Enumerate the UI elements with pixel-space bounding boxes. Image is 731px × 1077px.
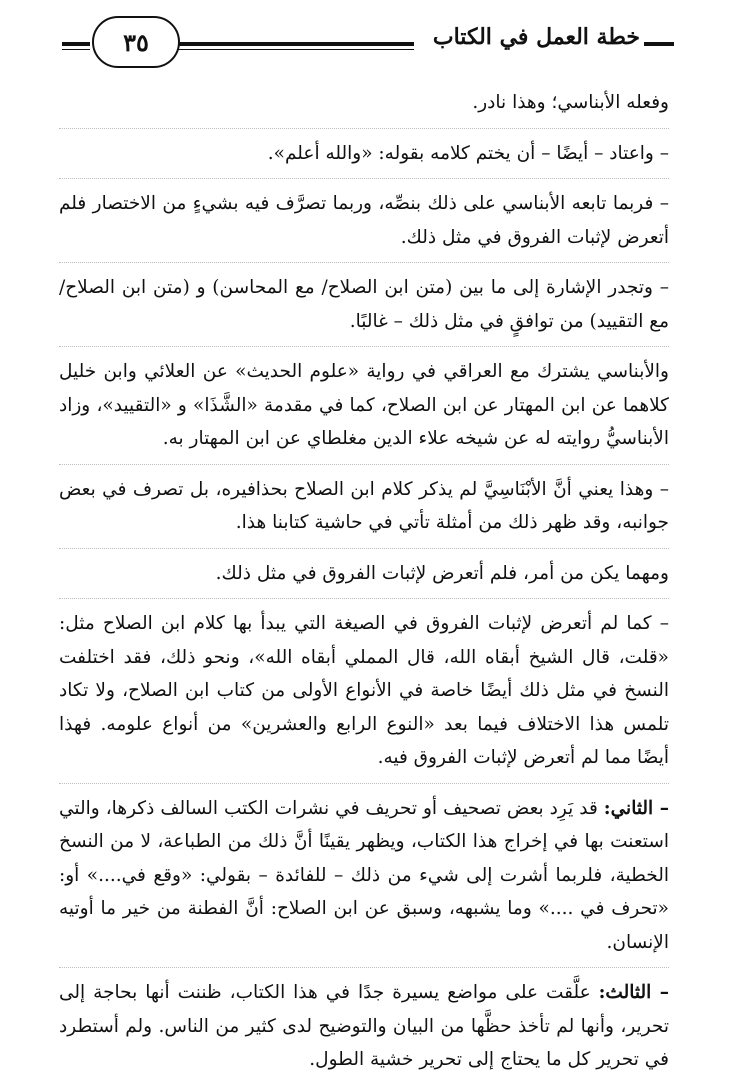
dotted-separator <box>59 464 669 465</box>
dotted-separator <box>59 548 669 549</box>
dotted-separator <box>59 262 669 263</box>
header-rule-middle <box>174 42 414 46</box>
dotted-separator <box>59 128 669 129</box>
header-rule-right <box>644 42 674 46</box>
dotted-separator <box>59 178 669 179</box>
paragraph <box>59 86 669 120</box>
paragraph-text: ومهما يكن من أمر، فلم أتعرض لإثبات الفروق في مثل ذلك. <box>215 562 669 584</box>
paragraph-text: – وهذا يعني أنَّ الأبْنَاسِيَّ لم يذكر كلام ابن الصلاح بحذافيره، بل تصرف في بعض جوانبه، وقد ظهر ذلك من أمثلة تأتي في حاشية كتابنا هذا. <box>59 478 669 533</box>
dotted-separator <box>59 598 669 599</box>
header-rule-left-thin <box>62 49 90 50</box>
paragraph-lead: – الثالث: <box>598 982 669 1003</box>
dotted-separator <box>59 783 669 784</box>
paragraph <box>59 137 669 171</box>
paragraph-text: – واعتاد – أيضًا – أن يختم كلامه بقوله: «والله أعلم». <box>267 142 669 164</box>
paragraph <box>59 187 669 254</box>
paragraph <box>59 473 669 540</box>
paragraph-text: وفعله الأبناسي؛ وهذا نادر. <box>472 92 669 113</box>
header-title: خطة العمل في الكتاب <box>432 24 640 50</box>
header-rule-left <box>62 42 90 46</box>
paragraph-text: علَّقت على مواضع يسيرة جدًا في هذا الكتاب، ظننت أنها بحاجة إلى تحرير، وأنها لم تأخذ حظَّها من البيان والتوضيح لدى كثير من الناس. ولم أستطرد في تحرير كل ما يحتاج إلى تحرير خشية الطول. <box>59 982 669 1070</box>
dotted-separator <box>59 346 669 347</box>
page-number: ٣٥ <box>92 16 180 68</box>
paragraph <box>59 355 669 456</box>
paragraph <box>59 792 669 960</box>
running-header <box>62 16 674 70</box>
paragraph <box>59 976 669 1077</box>
paragraph-text: والأبناسي يشترك مع العراقي في رواية «علوم الحديث» عن العلائي وابن خليل كلاهما عن ابن المهتار عن ابن الصلاح، كما في مقدمة «الشَّذَا» و «التقييد»، وزاد الأبناسيُّ روايته له عن شيخه علاء الدين مغلطاي عن ابن المهتار به. <box>59 361 669 449</box>
paragraph-text: قد يَرِد بعض تصحيف أو تحريف في نشرات الكتب السالف ذكرها، والتي استعنت بها في إخراج هذا الكتاب، ويظهر يقينًا أنَّ ذلك من الطباعة، لا من النسخ الخطية، فلربما أشرت إلى شيء من ذلك – للفائدة – بقولي: «وقع في....» أو: «تحرف في ....» وما يشبهه، وسبق عن ابن الصلاح: أنَّ الفطنة من خير ما أوتيه الإنسان. <box>59 797 669 953</box>
paragraph-text: – وتجدر الإشارة إلى ما بين (متن ابن الصلاح/ مع المحاسن) و (متن ابن الصلاح/ مع التقييد) من توافقٍ في مثل ذلك – غالبًا. <box>59 277 669 332</box>
paragraph-text: – فربما تابعه الأبناسي على ذلك بنصِّه، وربما تصرَّف فيه بشيءٍ من الاختصار فلم أتعرض لإثبات الفروق في مثل ذلك. <box>59 193 669 248</box>
paragraph <box>59 607 669 775</box>
page-body <box>59 86 669 1077</box>
paragraph-text: – كما لم أتعرض لإثبات الفروق في الصيغة التي يبدأ بها كلام ابن الصلاح مثل: «قلت، قال الشيخ أبقاه الله، قال المملي أبقاه الله»، ونحو ذلك، فقد اختلفت النسخ في مثل ذلك أيضًا خاصة في الأنواع الأولى من كتاب ابن الصلاح، ولا تكاد تلمس هذا الاختلاف فيما بعد «النوع الرابع والعشرين» من أنواع علومه. فهذا أيضًا مما لم أتعرض لإثبات الفروق فيه. <box>59 613 669 768</box>
dotted-separator <box>59 967 669 968</box>
paragraph <box>59 557 669 591</box>
header-rule-middle-thin <box>174 49 414 50</box>
paragraph <box>59 271 669 338</box>
paragraph-lead: – الثاني: <box>603 797 669 819</box>
